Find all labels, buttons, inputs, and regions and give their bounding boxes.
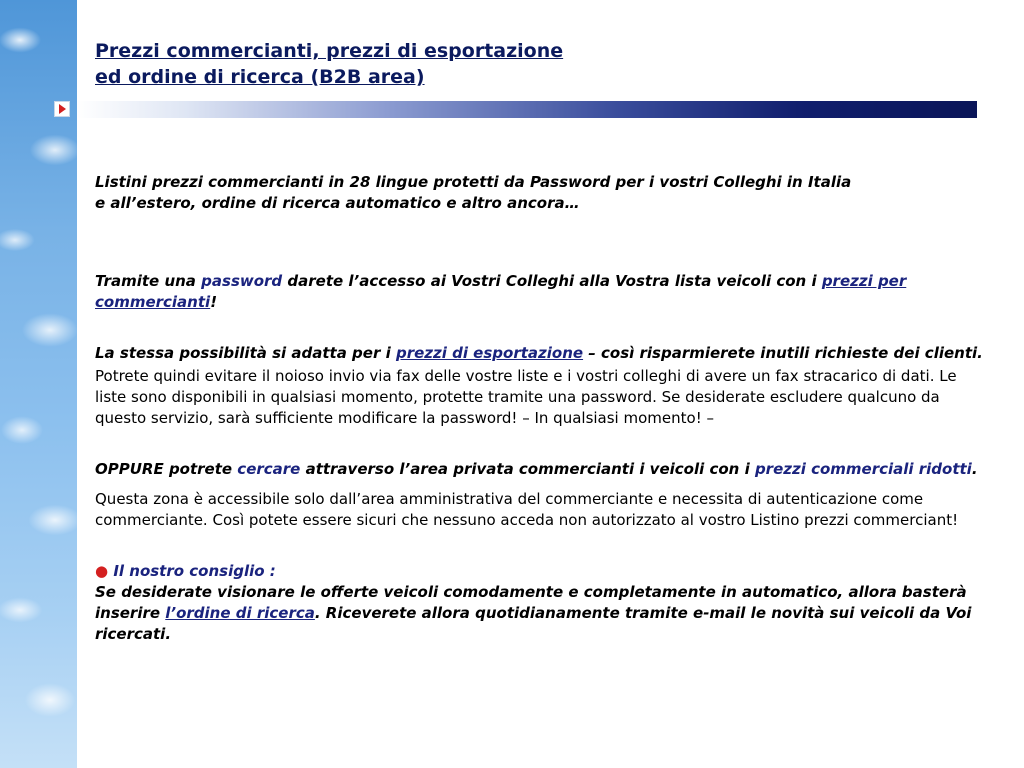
red-dot-bullet-icon: ● — [95, 562, 109, 580]
oppure-detail-paragraph: Questa zona è accessibile solo dall’area amministrativa del commerciante e necessita di autenticazione come commerciante. Così potete essere sicuri che nessuno acceda non autorizzato al vostro Listino prezzi commerciant! — [95, 490, 959, 529]
password-paragraph — [95, 271, 995, 313]
export-detail-paragraph: Potrete quindi evitare il noioso invio via fax delle vostre liste e i vostri colleghi di avere un fax stracarico di dati. Le liste sono disponibili in qualsiasi momento, protette tramite una password. Se desiderate escludere qualcuno da questo servizio, sarà sufficiente modificare la password! – In qualsiasi momento! – — [95, 367, 957, 427]
export-paragraph — [95, 343, 995, 364]
title-underline-bar — [77, 101, 977, 118]
tip-label: Il nostro consiglio : — [108, 562, 276, 580]
cercare-highlight: cercare — [237, 460, 301, 478]
prezzi-di-esportazione-link[interactable]: prezzi di esportazione — [395, 344, 584, 362]
oppure-paragraph — [95, 459, 995, 480]
password-highlight: password — [201, 272, 283, 290]
intro-line-2: e all’estero, ordine di ricerca automatico e altro ancora… — [95, 194, 580, 212]
prezzi-commerciali-ridotti-highlight: prezzi commerciali ridotti — [754, 460, 972, 478]
password-text-pre: Tramite una — [95, 272, 202, 290]
intro-paragraph — [95, 172, 975, 214]
tip-text-pre: Se desiderate visionare le offerte veicoli comodamente e completamente in automatico, allora basterà inserire — [95, 583, 967, 622]
export-text-pre: La stessa possibilità si adatta per i — [95, 344, 396, 362]
tip-paragraph — [95, 582, 975, 645]
oppure-text-post: . — [971, 460, 978, 478]
export-text-post: – così risparmierete inutili richieste dei clienti. — [583, 344, 983, 362]
oppure-text-pre: OPPURE potrete — [95, 460, 238, 478]
title-line-1: Prezzi commercianti, prezzi di esportazione — [95, 40, 564, 62]
prezzi-per-commercianti-link[interactable]: prezzi per commercianti — [95, 272, 907, 311]
tip-heading — [95, 561, 995, 582]
oppure-text-mid: attraverso l’area privata commercianti i veicoli con i — [300, 460, 755, 478]
password-text-post: ! — [210, 293, 218, 311]
page-title — [95, 38, 563, 90]
arrow-bullet-icon — [54, 101, 70, 117]
intro-line-1: Listini prezzi commercianti in 28 lingue protetti da Password per i vostri Colleghi in Italia — [95, 173, 852, 191]
password-text-mid: darete l’accesso ai Vostri Colleghi alla Vostra lista veicoli con i — [282, 272, 822, 290]
ordine-di-ricerca-link[interactable]: l’ordine di ricerca — [165, 604, 315, 622]
slide-body — [95, 172, 995, 645]
title-line-2: ed ordine di ricerca (B2B area) — [95, 66, 425, 88]
tip-text-post: . Riceverete allora quotidianamente tramite e-mail le novità sui veicoli da Voi ricercati. — [95, 604, 972, 643]
